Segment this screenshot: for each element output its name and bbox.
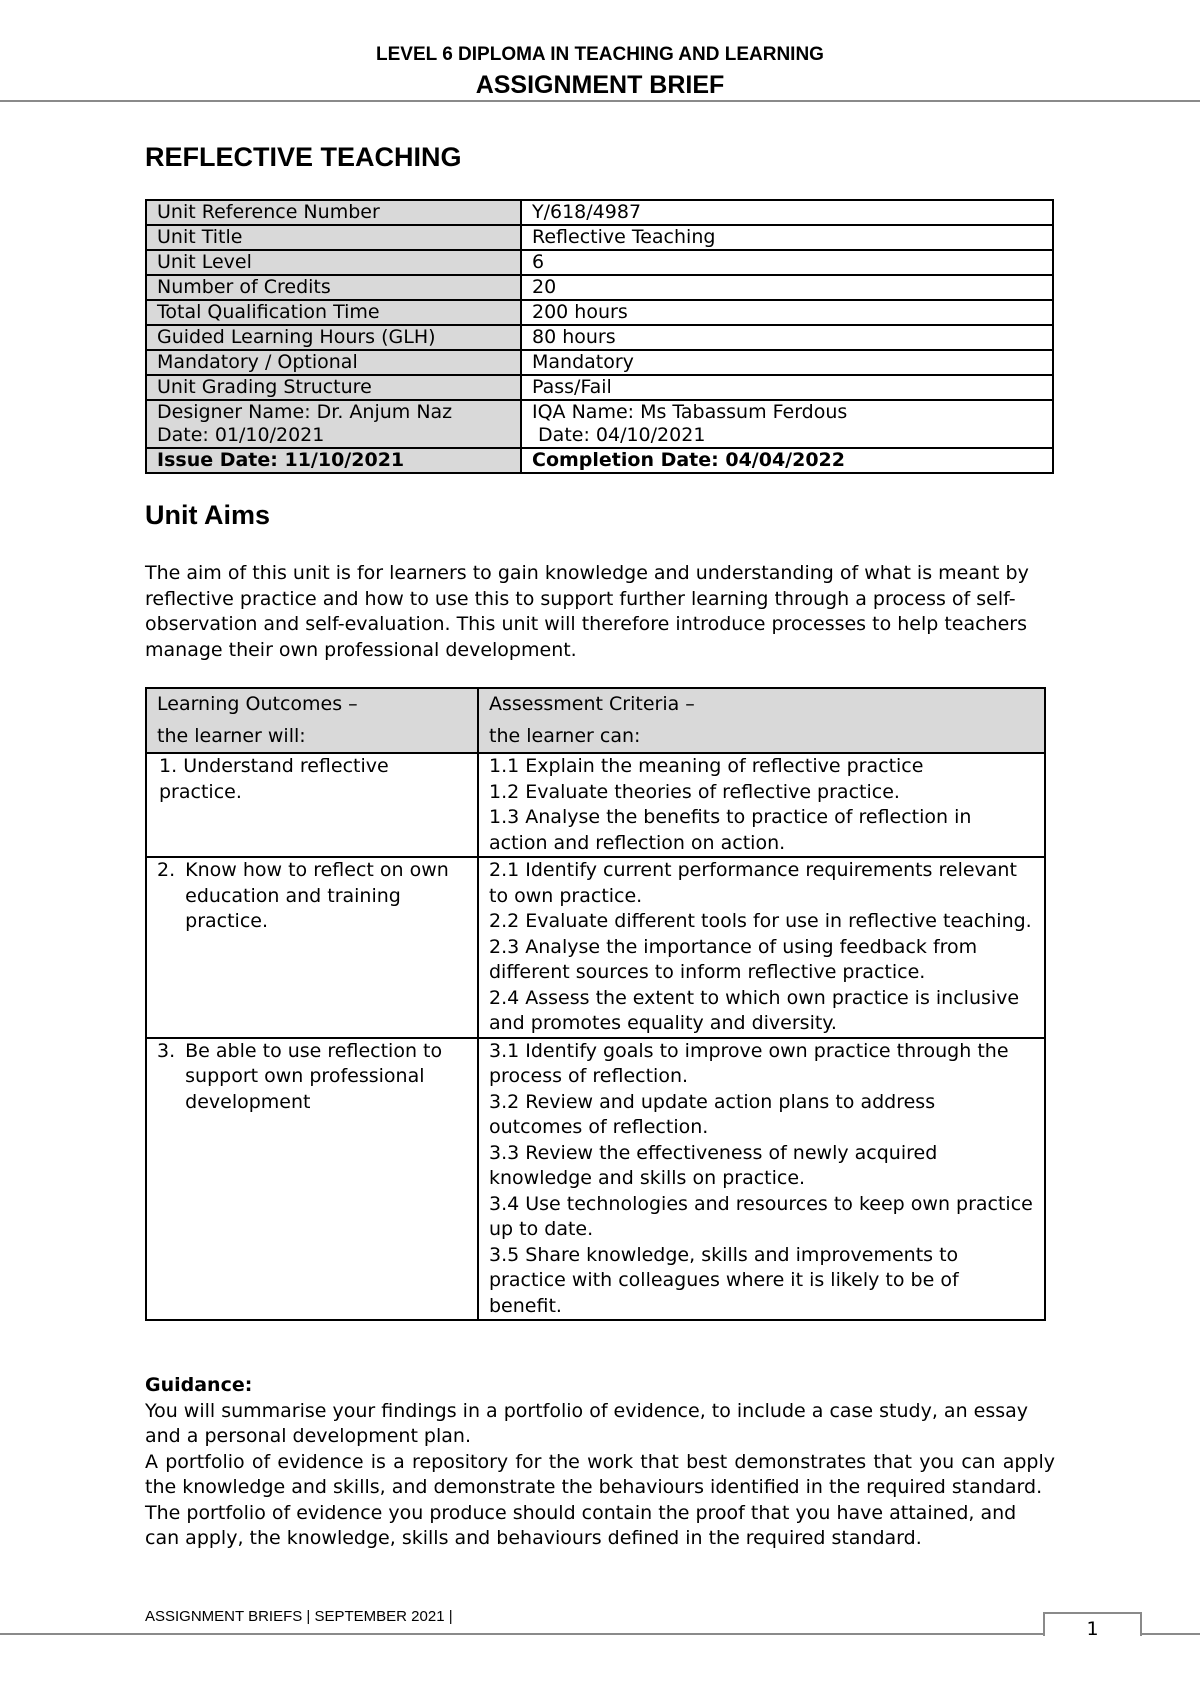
info-label: Number of Credits bbox=[146, 275, 521, 300]
outcome-text: Be able to use reflection to support own professional development bbox=[185, 1039, 443, 1113]
info-value: Y/618/4987 bbox=[521, 200, 1053, 225]
criterion: 2.4 Assess the extent to which own practice is inclusive and promotes equality and diversity. bbox=[489, 986, 1020, 1034]
info-value: 80 hours bbox=[521, 325, 1053, 350]
guidance-paragraph: A portfolio of evidence is a repository for the work that best demonstrates that you can apply the knowledge and skills, and demonstrate the behaviours identified in the required standard. bbox=[145, 1450, 1055, 1498]
footer-text: ASSIGNMENT BRIEFS | SEPTEMBER 2021 | bbox=[145, 1608, 453, 1625]
dates-row bbox=[146, 448, 1053, 473]
info-row bbox=[146, 300, 1053, 325]
guidance-paragraph: The portfolio of evidence you produce should contain the proof that you have attained, and can apply, the knowledge, skills and behaviours defined in the required standard. bbox=[145, 1501, 1017, 1549]
iqa-cell bbox=[521, 400, 1053, 448]
outcome-cell bbox=[146, 857, 478, 1038]
criterion: 2.3 Analyse the importance of using feedback from different sources to inform reflective practice. bbox=[489, 935, 978, 983]
outcome-row bbox=[146, 1038, 1045, 1321]
info-row bbox=[146, 275, 1053, 300]
info-value: Reflective Teaching bbox=[521, 225, 1053, 250]
info-label: Unit Grading Structure bbox=[146, 375, 521, 400]
info-value: 6 bbox=[521, 250, 1053, 275]
outcome-cell bbox=[146, 1038, 478, 1321]
guidance-paragraph: You will summarise your findings in a portfolio of evidence, to include a case study, an essay and a personal development plan. bbox=[145, 1399, 1029, 1447]
info-row bbox=[146, 375, 1053, 400]
guidance-section bbox=[145, 1373, 1055, 1552]
outcome-cell bbox=[146, 753, 478, 857]
info-row bbox=[146, 225, 1053, 250]
outcome-text: Understand reflective practice. bbox=[159, 755, 389, 803]
completion-date: Completion Date: 04/04/2022 bbox=[521, 448, 1053, 473]
outcome-row bbox=[146, 753, 1045, 857]
header-left-line2: the learner will: bbox=[157, 724, 306, 747]
unit-aims-text: The aim of this unit is for learners to gain knowledge and understanding of what is meant by reflective practice and how to use this to support further learning through a process of self-observation and self-evaluation. This unit will therefore introduce processes to help teachers manage their own professional development. bbox=[145, 562, 1029, 661]
criterion: 3.2 Review and update action plans to address outcomes of reflection. bbox=[489, 1090, 936, 1138]
info-label: Unit Title bbox=[146, 225, 521, 250]
criterion: 1.3 Analyse the benefits to practice of reflection in action and reflection on action. bbox=[489, 806, 972, 854]
criteria-cell bbox=[478, 753, 1045, 857]
outcomes-table bbox=[145, 687, 1046, 1321]
designer-date: Date: 01/10/2021 bbox=[157, 424, 325, 446]
header-right-line1: Assessment Criteria – bbox=[489, 693, 695, 715]
unit-info-table bbox=[145, 199, 1054, 474]
outcome-item bbox=[157, 858, 467, 935]
designer-name: Designer Name: Dr. Anjum Naz bbox=[157, 401, 453, 423]
info-label: Unit Level bbox=[146, 250, 521, 275]
document-title: REFLECTIVE TEACHING bbox=[145, 142, 462, 172]
page-number: 1 bbox=[1043, 1612, 1142, 1636]
info-value: 200 hours bbox=[521, 300, 1053, 325]
criterion: 3.5 Share knowledge, skills and improvements to practice with colleagues where it is likely to be of benefit. bbox=[489, 1243, 959, 1317]
outcome-item bbox=[157, 754, 467, 805]
outcome-number: 2. bbox=[157, 859, 176, 881]
outcome-item bbox=[157, 1039, 467, 1116]
header-right-line2: the learner can: bbox=[489, 724, 641, 747]
criteria-cell bbox=[478, 1038, 1045, 1321]
header-divider bbox=[0, 100, 1200, 102]
outcomes-header-row bbox=[146, 688, 1045, 753]
outcomes-header-right bbox=[478, 688, 1045, 753]
criterion: 3.1 Identify goals to improve own practice through the process of reflection. bbox=[489, 1039, 1009, 1087]
info-label: Guided Learning Hours (GLH) bbox=[146, 325, 521, 350]
info-row bbox=[146, 350, 1053, 375]
document-header-line1: LEVEL 6 DIPLOMA IN TEACHING AND LEARNING bbox=[376, 44, 824, 65]
document-header-line2: ASSIGNMENT BRIEF bbox=[475, 71, 725, 99]
outcome-text: Know how to reflect on own education and training practice. bbox=[185, 859, 449, 932]
designer-cell bbox=[146, 400, 521, 448]
info-value: Mandatory bbox=[521, 350, 1053, 375]
outcome-number: 1. bbox=[159, 755, 178, 777]
info-value: Pass/Fail bbox=[521, 375, 1053, 400]
footer-divider bbox=[0, 1633, 1200, 1635]
designer-row bbox=[146, 400, 1053, 448]
info-row bbox=[146, 200, 1053, 225]
outcomes-header-left bbox=[146, 688, 478, 753]
guidance-heading: Guidance: bbox=[145, 1374, 253, 1396]
issue-date: Issue Date: 11/10/2021 bbox=[146, 448, 521, 473]
criterion: 3.3 Review the effectiveness of newly acquired knowledge and skills on practice. bbox=[489, 1141, 938, 1189]
info-label: Mandatory / Optional bbox=[146, 350, 521, 375]
info-value: 20 bbox=[521, 275, 1053, 300]
criterion: 2.2 Evaluate different tools for use in reflective teaching. bbox=[489, 910, 1032, 932]
header-left-line1: Learning Outcomes – bbox=[157, 693, 358, 715]
outcome-row bbox=[146, 857, 1045, 1038]
criteria-cell bbox=[478, 857, 1045, 1038]
criterion: 1.2 Evaluate theories of reflective practice. bbox=[489, 780, 900, 803]
unit-aims-heading: Unit Aims bbox=[145, 500, 271, 530]
iqa-name: IQA Name: Ms Tabassum Ferdous bbox=[532, 401, 848, 423]
criterion: 2.1 Identify current performance requirements relevant to own practice. bbox=[489, 859, 1017, 907]
iqa-date: Date: 04/10/2021 bbox=[532, 424, 706, 446]
info-label: Total Qualification Time bbox=[146, 300, 521, 325]
criterion: 3.4 Use technologies and resources to keep own practice up to date. bbox=[489, 1192, 1033, 1240]
outcome-number: 3. bbox=[157, 1039, 176, 1062]
info-label: Unit Reference Number bbox=[146, 200, 521, 225]
info-row bbox=[146, 325, 1053, 350]
info-row bbox=[146, 250, 1053, 275]
criterion: 1.1 Explain the meaning of reflective practice bbox=[489, 755, 924, 777]
